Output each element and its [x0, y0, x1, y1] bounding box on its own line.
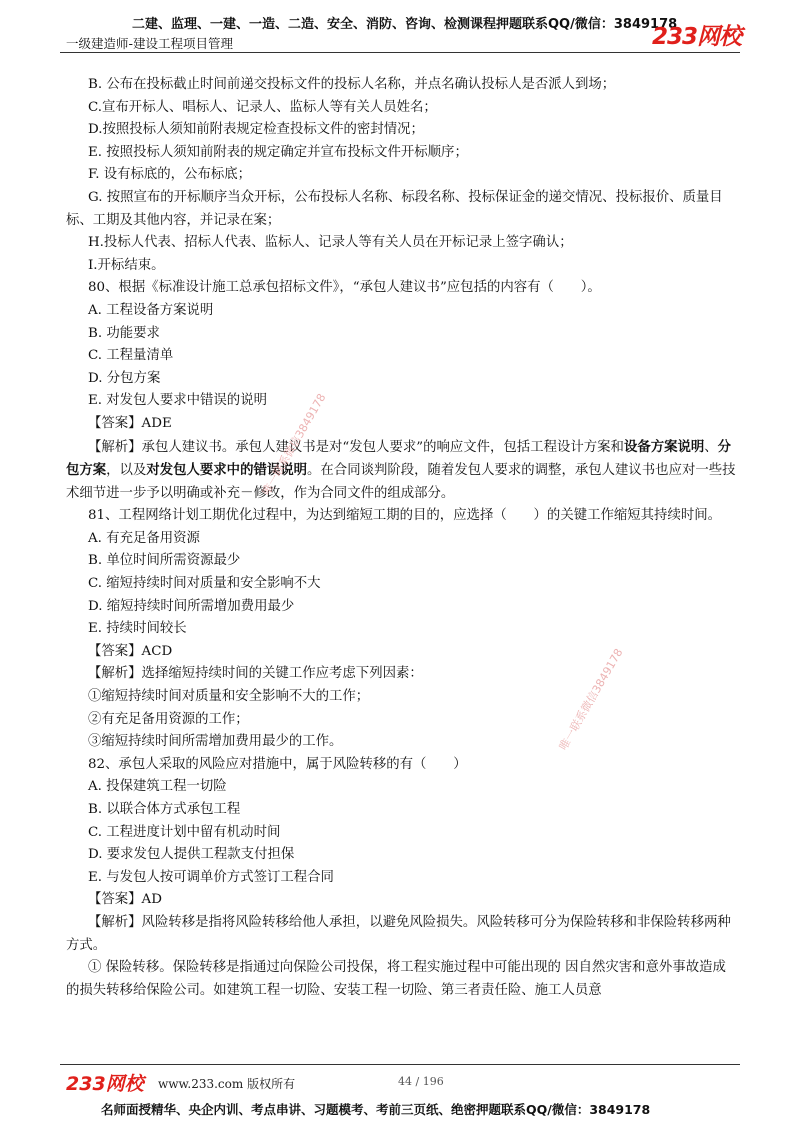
paragraph: ①缩短持续时间对质量和安全影响不大的工作； — [88, 689, 370, 705]
watermark: 唯一联系微信3849178 — [556, 646, 626, 753]
paragraph: ③缩短持续时间所需增加费用最少的工作。 — [88, 734, 343, 750]
text-run: 、 — [704, 439, 718, 455]
paragraph: E. 与发包人按可调单价方式签订工程合同 — [88, 869, 334, 885]
paragraph: B. 功能要求 — [88, 325, 160, 341]
paragraph: E. 按照投标人须知前附表的规定确定并宣布投标文件开标顺序； — [88, 144, 468, 160]
bold-text: 设备方案说明 — [623, 438, 705, 455]
paragraph: D.按照投标人须知前附表规定检查投标文件的密封情况； — [88, 122, 424, 138]
paragraph: B. 以联合体方式承包工程 — [88, 802, 241, 817]
paragraph: C. 工程量清单 — [88, 348, 174, 364]
page-number: 44 / 196 — [398, 1075, 444, 1088]
paragraph: H.投标人代表、招标人代表、监标人、记录人等有关人员在开标记录上签字确认； — [88, 235, 573, 251]
document-body — [66, 74, 736, 1002]
copyright-text: www.233.com 版权所有 — [158, 1077, 296, 1091]
watermark: 唯一联系微信3849178 — [259, 391, 329, 498]
paragraph: E. 持续时间较长 — [88, 621, 187, 637]
text-run: 【解析】承包人建议书。承包人建议书是对“发包人要求”的响应文件，包括工程设计方案和 — [88, 439, 624, 455]
paragraph: A. 投保建筑工程一切险 — [88, 779, 227, 795]
paragraph: 【答案】AD — [88, 892, 162, 908]
paragraph: 81、工程网络计划工期优化过程中，为达到缩短工期的目的，应选择（ ）的关键工作缩短其持续时间。 — [88, 508, 722, 524]
footer-promo-text: 名师面授精华、央企内训、考点串讲、习题模考、考前三页纸、绝密押题联系QQ/微信：3849178 — [101, 1102, 651, 1117]
paragraph: F. 设有标底的，公布标底； — [88, 167, 252, 183]
paragraph: 【解析】选择缩短持续时间的关键工作应考虑下列因素： — [88, 666, 423, 682]
paragraph — [66, 436, 736, 506]
paragraph: E. 对发包人要求中错误的说明 — [88, 393, 267, 409]
header-promo-text: 二建、监理、一建、一造、二造、安全、消防、咨询、检测课程押题联系QQ/微信：3849178 — [132, 17, 678, 32]
paragraph: D. 缩短持续时间所需增加费用最少 — [88, 598, 295, 614]
text-run: 。在合同谈判阶段，随着发包人要求的调整，承包人建议书也应对一些技术细节进一步予以明确或补充－修改，作为合同文件的组成部分。 — [66, 463, 736, 501]
paragraph: ②有充足备用资源的工作； — [88, 711, 249, 727]
paragraph: C.宣布开标人、唱标人、记录人、监标人等有关人员姓名； — [88, 99, 437, 115]
brand-logo: 233网校 — [652, 24, 742, 50]
header-subject-title: 一级建造师-建设工程项目管理 — [66, 36, 234, 51]
paragraph: D. 分包方案 — [88, 370, 161, 386]
paragraph: C. 缩短持续时间对质量和安全影响不大 — [88, 576, 321, 592]
paragraph: I.开标结束。 — [88, 257, 165, 273]
header-divider — [60, 52, 740, 53]
footer-divider — [60, 1064, 740, 1065]
paragraph: 80、根据《标准设计施工总承包招标文件》，“承包人建议书”应包括的内容有（ ）。 — [88, 280, 601, 296]
text-run: ，以及 — [106, 463, 147, 479]
paragraph: ① 保险转移。保险转移是指通过向保险公司投保，将工程实施过程中可能出现的 因自然灾害和意外事故造成的损失转移给保险公司。如建筑工程一切险、安装工程一切险、第三者责任险、施工人员意 — [66, 960, 726, 998]
bold-text: 分包方案 — [66, 438, 732, 479]
paragraph: 【答案】ADE — [88, 415, 172, 431]
bold-text: 对发包人要求中的错误说明 — [146, 462, 308, 479]
paragraph: 【解析】风险转移是指将风险转移给他人承担，以避免风险损失。风险转移可分为保险转移和非保险转移两种方式。 — [66, 914, 731, 953]
paragraph: A. 有充足备用资源 — [88, 530, 200, 546]
paragraph: G. 按照宣布的开标顺序当众开标，公布投标人名称、标段名称、投标保证金的递交情况、投标报价、质量目标、工期及其他内容，并记录在案； — [66, 189, 723, 228]
footer-logo: 233网校 — [66, 1073, 144, 1095]
paragraph: A. 工程设备方案说明 — [88, 302, 214, 318]
paragraph: 【答案】ACD — [88, 643, 173, 659]
paragraph: 82、承包人采取的风险应对措施中，属于风险转移的有（ ） — [88, 756, 467, 772]
paragraph: B. 单位时间所需资源最少 — [88, 553, 241, 569]
paragraph: B. 公布在投标截止时间前递交投标文件的投标人名称，并点名确认投标人是否派人到场； — [88, 77, 616, 92]
paragraph: D. 要求发包人提供工程款支付担保 — [88, 847, 295, 863]
paragraph: C. 工程进度计划中留有机动时间 — [88, 824, 281, 840]
